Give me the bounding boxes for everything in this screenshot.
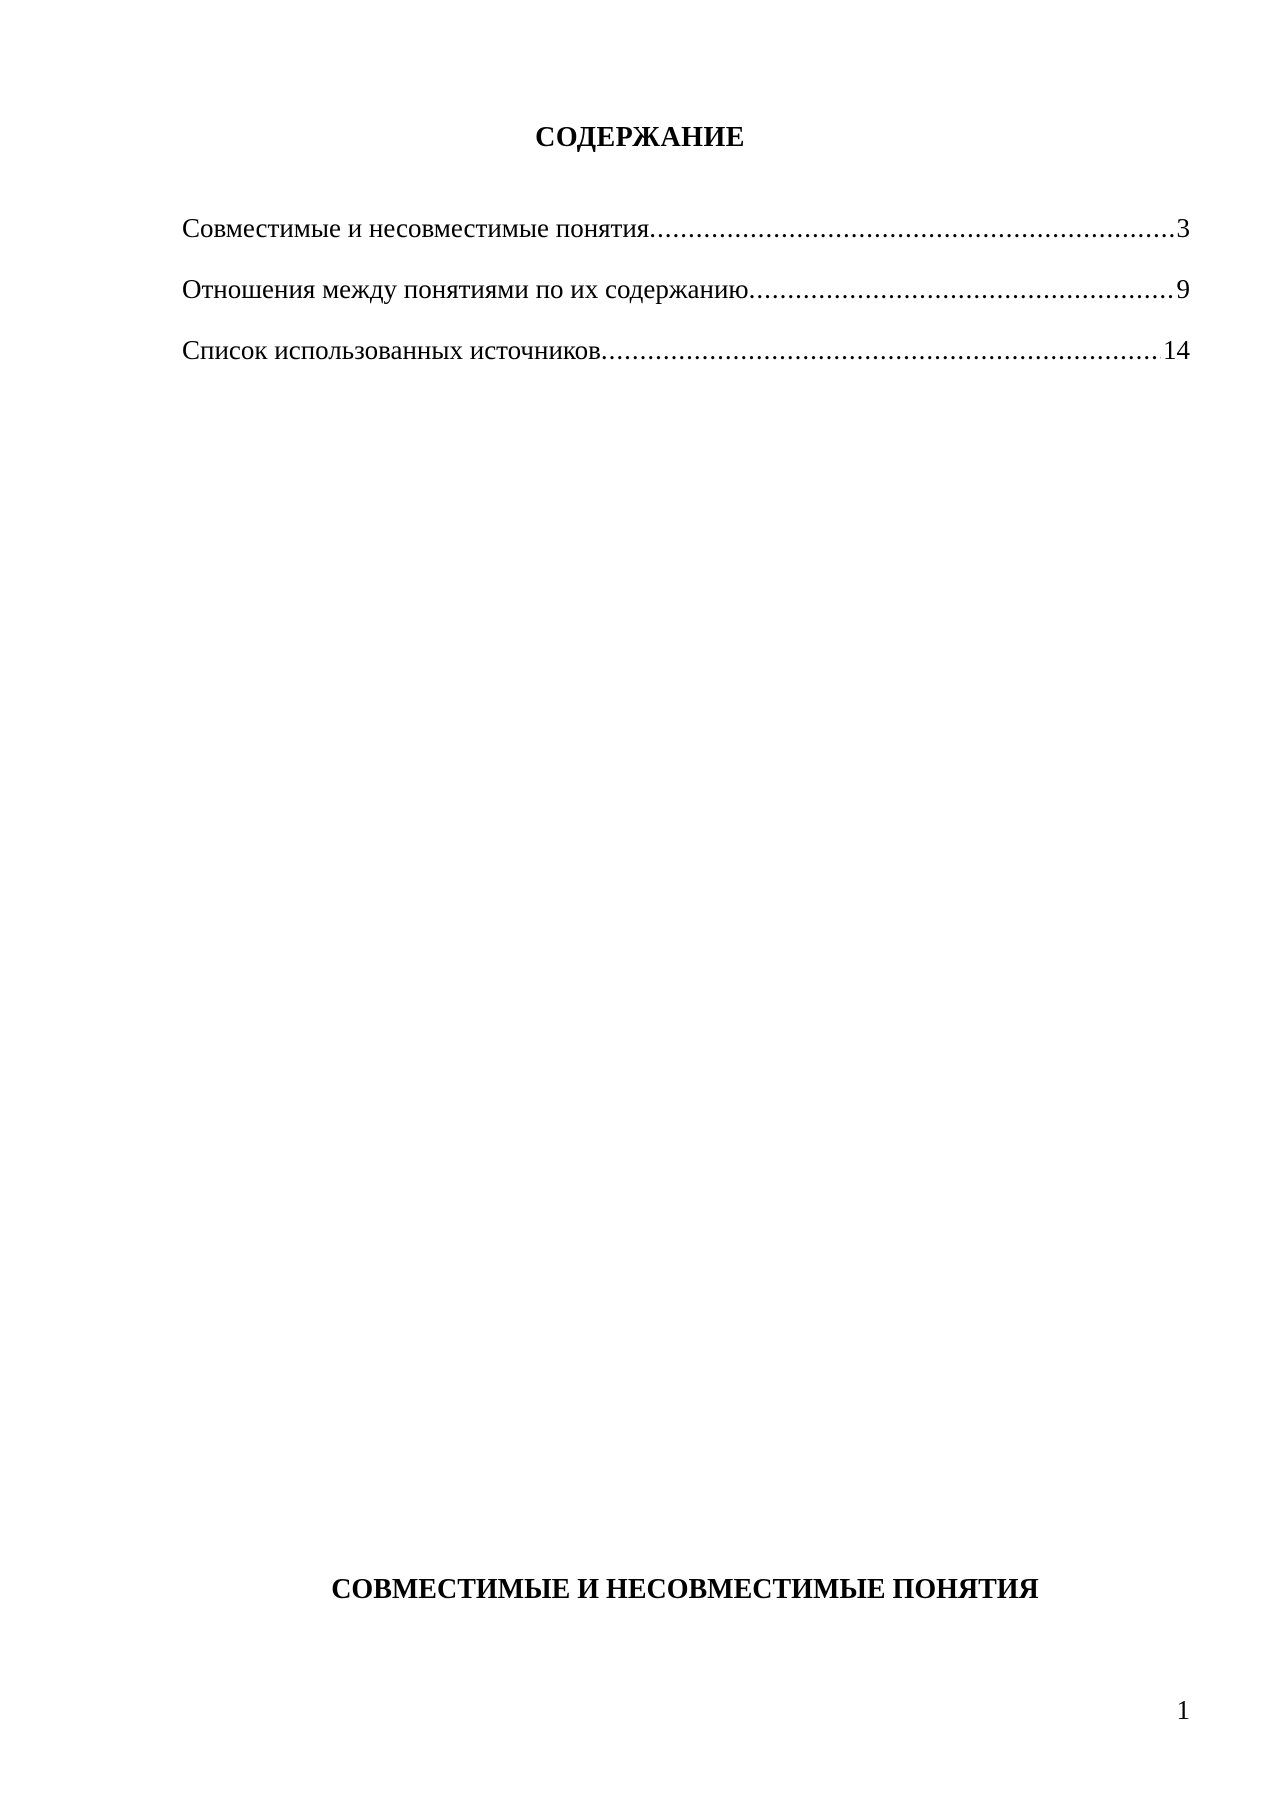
toc-entry[interactable] xyxy=(182,330,1190,391)
toc-heading: СОДЕРЖАНИЕ xyxy=(535,122,745,153)
toc-dot-leader xyxy=(749,269,1175,309)
toc-entry-title: Совместимые и несовместимые понятия xyxy=(182,213,650,243)
toc-entry[interactable] xyxy=(182,269,1190,330)
toc-entry-title: Список использованных источников xyxy=(182,335,601,365)
toc-entry-page: 9 xyxy=(1176,274,1190,304)
page-number: 1 xyxy=(1176,1695,1190,1725)
section-heading: СОВМЕСТИМЫЕ И НЕСОВМЕСТИМЫЕ ПОНЯТИЯ xyxy=(331,1574,1039,1605)
toc-dot-leader xyxy=(649,208,1174,248)
toc-dot-leader xyxy=(601,330,1161,370)
toc-entry-page: 3 xyxy=(1176,213,1190,243)
toc-entry-page: 14 xyxy=(1163,335,1190,365)
toc-entry-title: Отношения между понятиями по их содержанию xyxy=(182,274,749,304)
table-of-contents xyxy=(182,208,1190,391)
toc-entry[interactable] xyxy=(182,208,1190,269)
